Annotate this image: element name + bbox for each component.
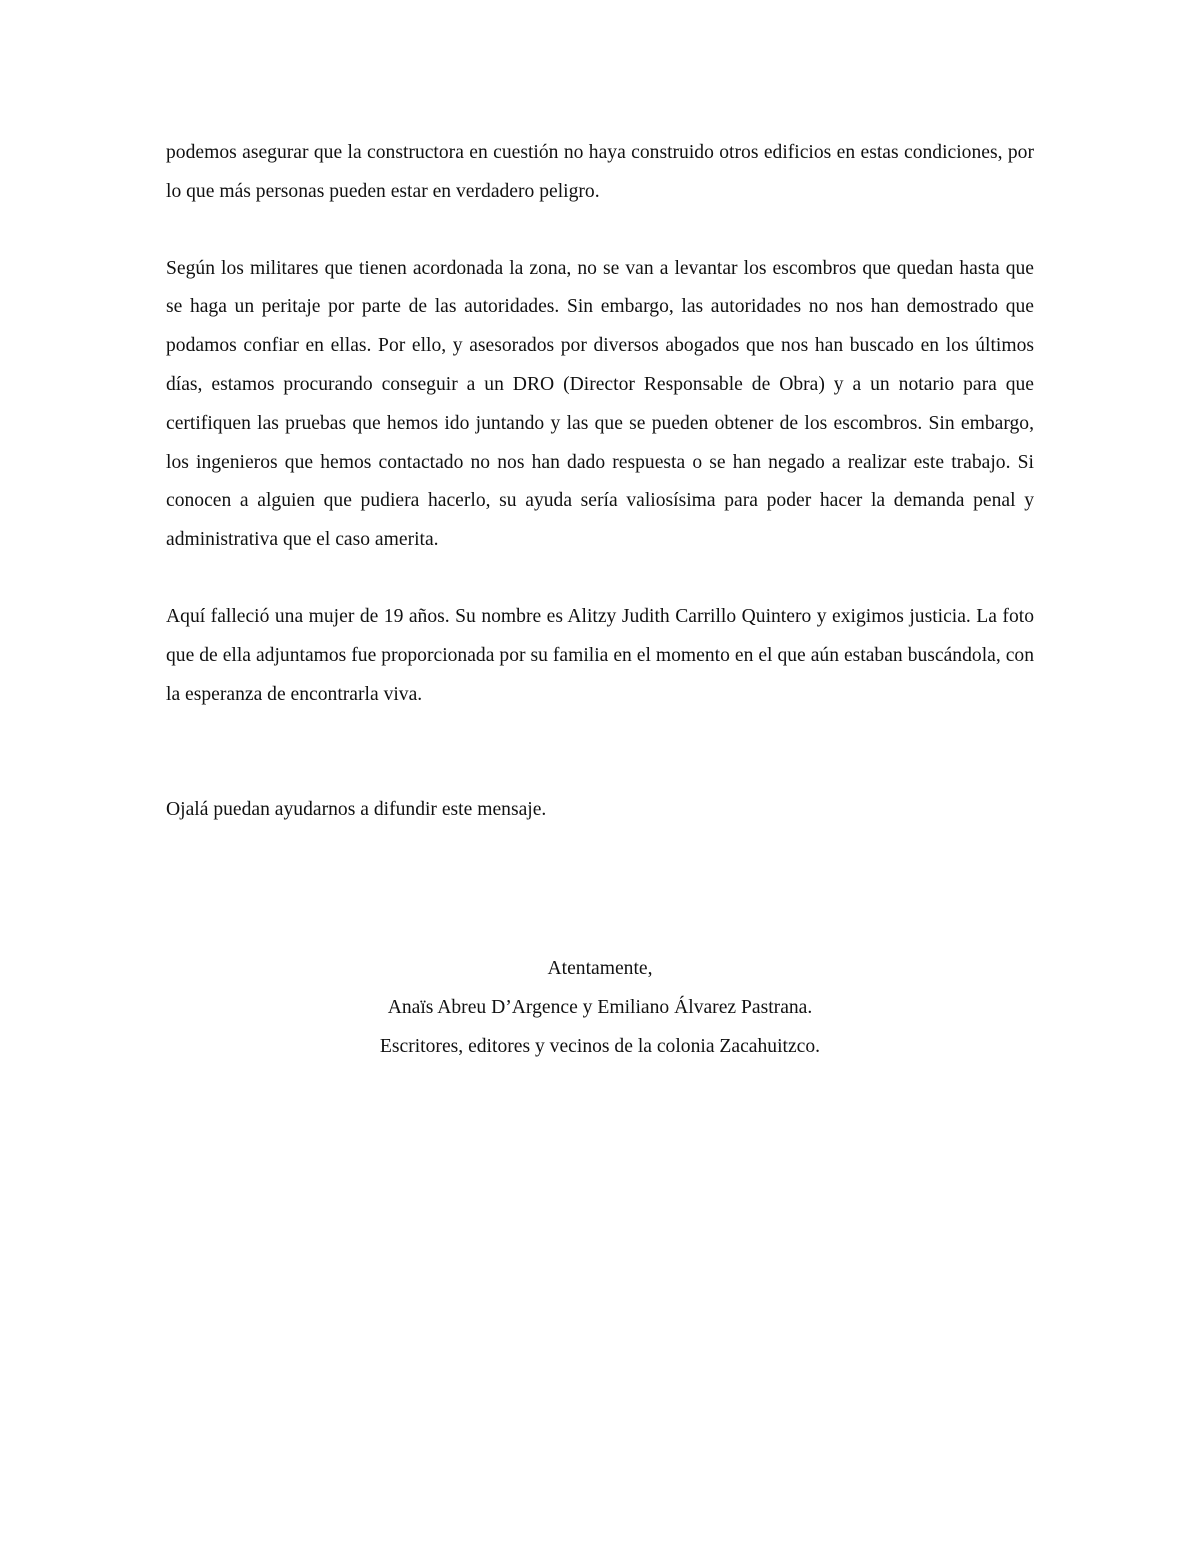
paragraph-closing-request: Ojalá puedan ayudarnos a difundir este mensaje. (166, 799, 547, 821)
paragraph-victim: Aquí falleció una mujer de 19 años. Su nombre es Alitzy Judith Carrillo Quintero y exigimos justicia. La foto que de ella adjuntamos fue proporcionada por su familia en el momento en el que aún estaban buscándola, con la esperanza de encontrarla viva. (166, 605, 1034, 705)
paragraph-danger-warning: podemos asegurar que la constructora en cuestión no haya construido otros edificios en estas condiciones, por lo que más personas pueden estar en verdadero peligro. (166, 142, 1034, 202)
paragraph-rubble-inspection: Según los militares que tienen acordonada la zona, no se van a levantar los escombros que quedan hasta que se haga un peritaje por parte de las autoridades. Sin embargo, las autoridades no nos han demostrado que podamos confiar en ellas. Por ello, y asesorados por diversos abogados que nos han buscado en los últimos días, estamos procurando conseguir a un DRO (Director Responsable de Obra) y a un notario para que certifiquen las pruebas que hemos ido juntando y las que se pueden obtener de los escombros. Sin embargo, los ingenieros que hemos contactado no nos han dado respuesta o se han negado a realizar este trabajo. Si conocen a alguien que pudiera hacerlo, su ayuda sería valiosísima para poder hacer la demanda penal y administrativa que el caso amerita. (166, 257, 1034, 551)
signature-closing: Atentamente, (547, 958, 653, 979)
signature-affiliation: Escritores, editores y vecinos de la colonia Zacahuitzco. (379, 1035, 821, 1057)
letter-body (166, 134, 1034, 830)
signature-block (166, 950, 1034, 1066)
signature-authors: Anaïs Abreu D’Argence y Emiliano Álvarez Pastrana. (387, 996, 813, 1018)
